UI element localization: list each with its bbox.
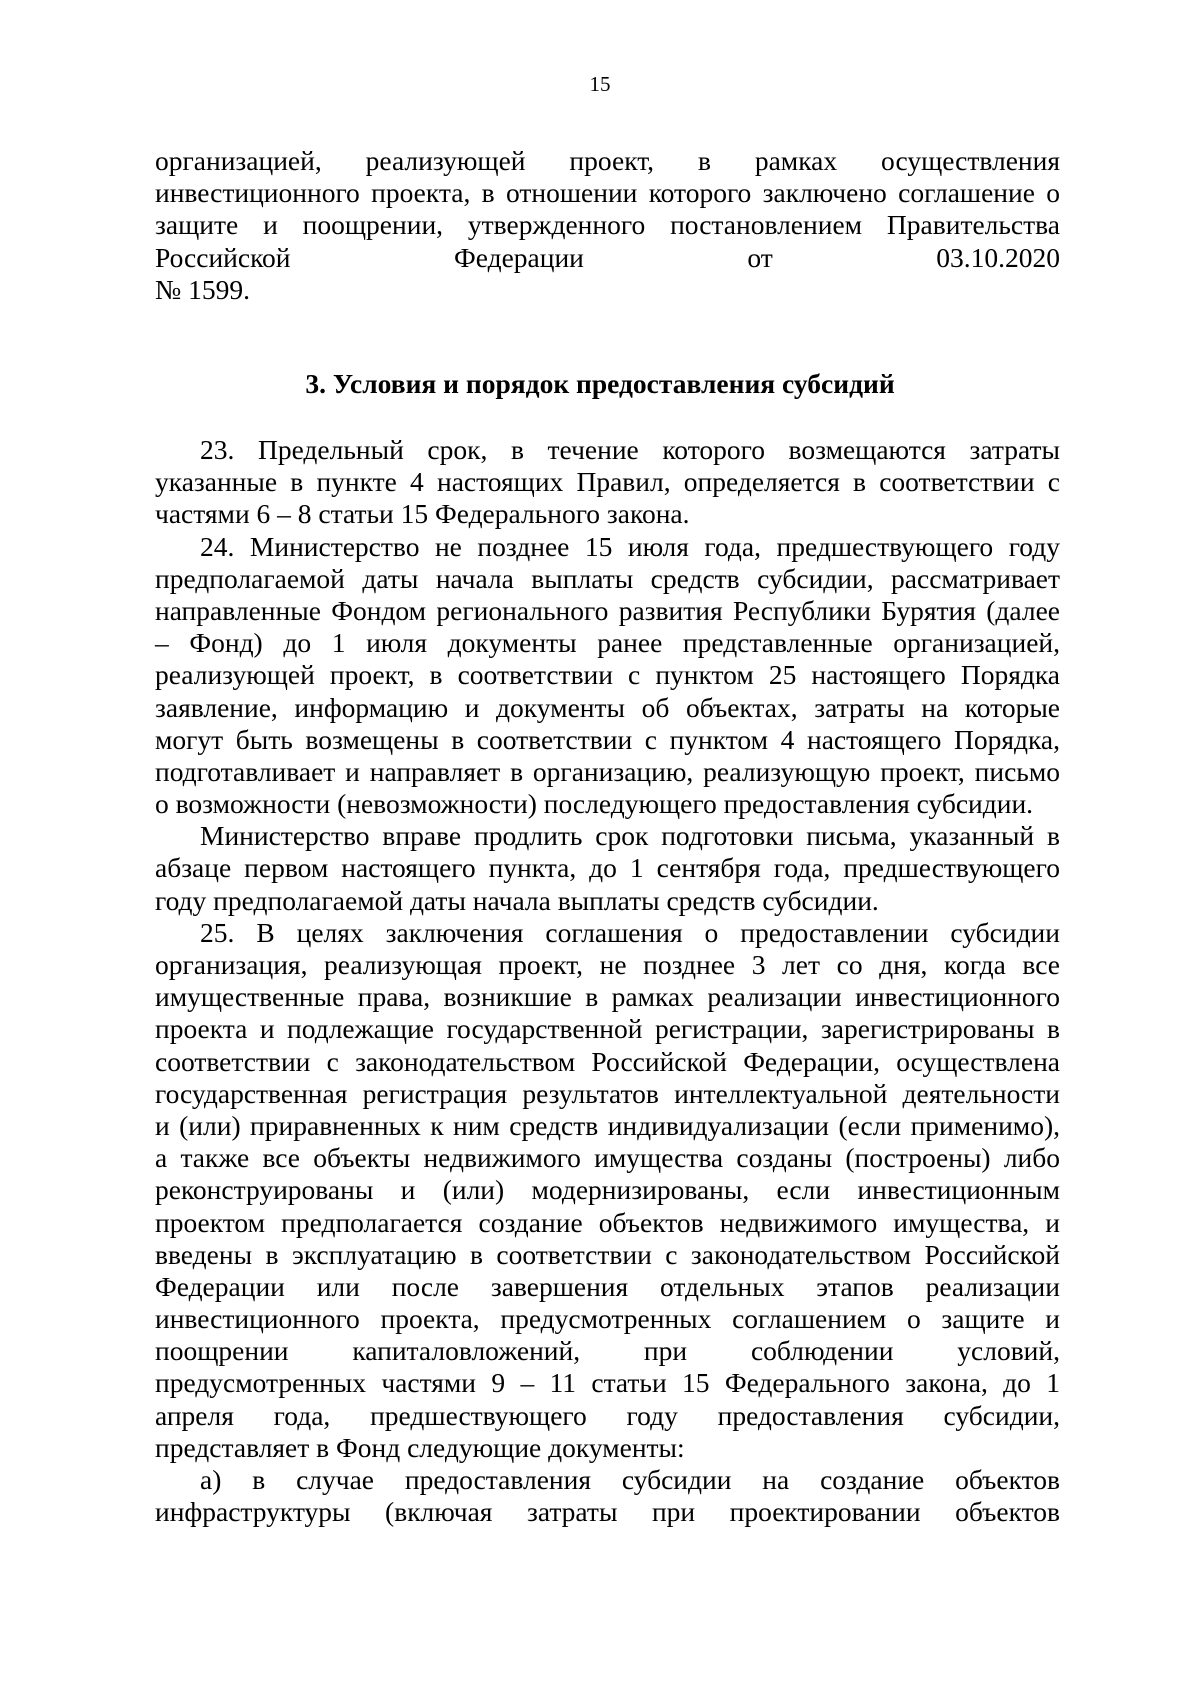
- text-line: предусмотренных частями 9 – 11 статьи 15 Федерального закона, до 1: [155, 1367, 1060, 1399]
- text-line: Российской Федерации от 03.10.2020: [155, 241, 1060, 273]
- text-line: государственная регистрация результатов интеллектуальной деятельности: [155, 1077, 1060, 1109]
- text-line: частями 6 – 8 статьи 15 Федерального закона.: [155, 498, 690, 530]
- paragraph-25: [155, 917, 1060, 1464]
- section-body: [155, 434, 1060, 1528]
- text-line: реализующей проект, в соответствии с пунктом 25 настоящего Порядка: [155, 659, 1060, 691]
- text-line: инвестиционного проекта, предусмотренных соглашением о защите и: [155, 1303, 1060, 1335]
- text-line: представляет в Фонд следующие документы:: [155, 1431, 685, 1463]
- paragraph-24-extension: [155, 820, 1060, 917]
- text-line: № 1599.: [155, 273, 250, 305]
- text-line: а также все объекты недвижимого имущества созданы (построены) либо: [155, 1142, 1060, 1174]
- text-line: подготавливает и направляет в организацию, реализующую проект, письмо: [155, 755, 1060, 787]
- text-line: могут быть возмещены в соответствии с пунктом 4 настоящего Порядка,: [155, 723, 1060, 755]
- text-line: инфраструктуры (включая затраты при проектировании объектов: [155, 1496, 1060, 1528]
- text-line: – Фонд) до 1 июля документы ранее представленные организацией,: [155, 627, 1060, 659]
- text-line: году предполагаемой даты начала выплаты средств субсидии.: [155, 884, 879, 916]
- text-line: 24. Министерство не позднее 15 июля года, предшествующего году: [200, 530, 1060, 562]
- text-line: 25. В целях заключения соглашения о предоставлении субсидии: [200, 916, 1060, 948]
- text-line: поощрении капиталовложений, при соблюдении условий,: [155, 1335, 1060, 1367]
- text-line: проекта и подлежащие государственной регистрации, зарегистрированы в: [155, 1013, 1060, 1045]
- text-line: проектом предполагается создание объектов недвижимого имущества, и: [155, 1206, 1060, 1238]
- text-line: абзаце первом настоящего пункта, до 1 сентября года, предшествующего: [155, 852, 1060, 884]
- text-line: организация, реализующая проект, не позднее 3 лет со дня, когда все: [155, 949, 1060, 980]
- text-line: введены в эксплуатацию в соответствии с законодательством Российской: [155, 1238, 1060, 1270]
- intro-paragraph: [155, 145, 1060, 306]
- text-line: Министерство вправе продлить срок подготовки письма, указанный в: [200, 820, 1060, 852]
- text-line: соответствии с законодательством Российской Федерации, осуществлена: [155, 1045, 1060, 1077]
- text-line: а) в случае предоставления субсидии на создание объектов: [200, 1464, 1060, 1495]
- paragraph-23: [155, 434, 1060, 531]
- text-line: указанные в пункте 4 настоящих Правил, определяется в соответствии с: [155, 466, 1060, 498]
- paragraph-24: [155, 531, 1060, 821]
- text-line: защите и поощрении, утвержденного постановлением Правительства: [155, 209, 1060, 241]
- text-line: Федерации или после завершения отдельных этапов реализации: [155, 1270, 1060, 1302]
- text-line: направленные Фондом регионального развития Республики Бурятия (далее: [155, 594, 1060, 626]
- text-line: 23. Предельный срок, в течение которого возмещаются затраты: [200, 434, 1060, 465]
- text-line: заявление, информацию и документы об объектах, затраты на которые: [155, 691, 1060, 723]
- text-line: имущественные права, возникшие в рамках реализации инвестиционного: [155, 981, 1060, 1013]
- text-line: реконструированы и (или) модернизированы, если инвестиционным: [155, 1174, 1060, 1206]
- text-line: апреля года, предшествующего году предоставления субсидии,: [155, 1399, 1060, 1431]
- text-line: организацией, реализующей проект, в рамках осуществления: [155, 145, 1060, 176]
- section-heading: 3. Условия и порядок предоставления субсидий: [305, 368, 895, 399]
- text-line: инвестиционного проекта, в отношении которого заключено соглашение о: [155, 177, 1060, 209]
- paragraph-25a: [155, 1464, 1060, 1528]
- text-line: о возможности (невозможности) последующего предоставления субсидии.: [155, 788, 1034, 820]
- text-line: предполагаемой даты начала выплаты средств субсидии, рассматривает: [155, 562, 1060, 594]
- text-line: и (или) приравненных к ним средств индивидуализации (если применимо),: [155, 1109, 1060, 1141]
- page-number: 15: [589, 72, 611, 96]
